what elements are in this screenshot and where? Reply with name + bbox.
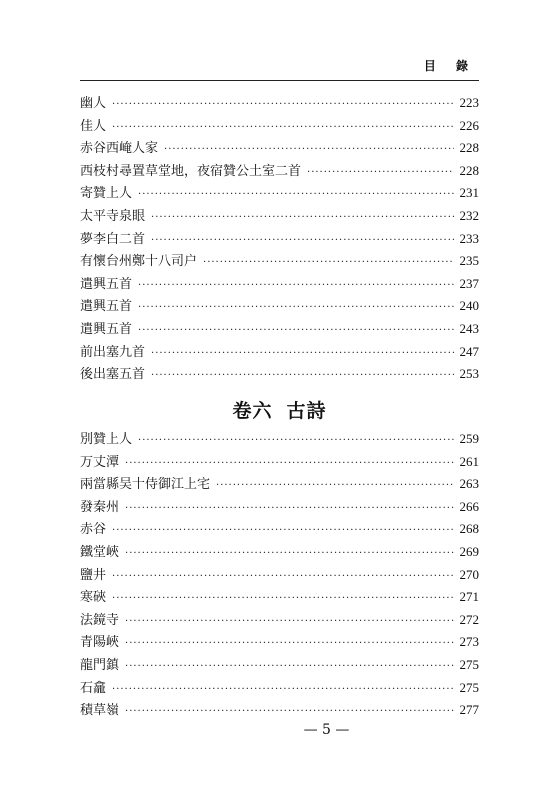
toc-entry-title: 寄贊上人 <box>80 186 133 202</box>
toc-entry <box>80 654 479 677</box>
toc-entry-page: 231 <box>459 185 479 201</box>
toc-entry <box>80 473 479 496</box>
toc-entry-page: 275 <box>459 679 479 695</box>
toc-entry-title: 鐵堂峽 <box>80 544 120 560</box>
toc-entry <box>80 92 479 115</box>
toc-entry-page: 261 <box>459 453 479 469</box>
dot-leader <box>125 611 453 634</box>
toc-entry <box>80 160 479 183</box>
toc-entry-page: 247 <box>459 343 479 359</box>
toc-entry <box>80 205 479 228</box>
dot-leader <box>125 701 453 724</box>
toc-entry <box>80 451 479 474</box>
dot-leader <box>125 633 453 656</box>
toc-entry-title: 赤谷西崦人家 <box>80 141 159 157</box>
toc-entry-title: 石龕 <box>80 680 107 696</box>
toc-entry-page: 273 <box>459 634 479 650</box>
dot-leader <box>112 117 453 140</box>
header-rule <box>80 80 479 81</box>
toc-entry-page: 275 <box>459 656 479 672</box>
toc-entry <box>80 496 479 519</box>
dot-leader <box>138 275 453 298</box>
toc-entry <box>80 609 479 632</box>
toc-entry-page: 226 <box>459 117 479 133</box>
toc-entry-page: 253 <box>459 366 479 382</box>
toc-entry-title: 太平寺泉眼 <box>80 208 146 224</box>
section-heading <box>0 396 559 423</box>
toc-entry-title: 万丈潭 <box>80 454 120 470</box>
dot-leader <box>125 453 453 476</box>
toc-list-part2 <box>80 428 479 722</box>
dot-leader <box>216 475 453 498</box>
toc-entry-title: 積草嶺 <box>80 703 120 719</box>
toc-entry-title: 龍門鎮 <box>80 657 120 673</box>
toc-entry-page: 271 <box>459 589 479 605</box>
toc-entry-page: 223 <box>459 95 479 110</box>
toc-entry-title: 西枝村尋置草堂地，夜宿贊公土室二首 <box>80 163 302 179</box>
toc-entry <box>80 428 479 451</box>
toc-entry <box>80 341 479 364</box>
dot-leader <box>203 252 453 275</box>
dot-leader <box>138 297 453 320</box>
toc-entry-title: 發秦州 <box>80 499 120 515</box>
toc-entry-page: 270 <box>459 566 479 582</box>
toc-entry-title: 幽人 <box>80 96 107 111</box>
section-genre: 古詩 <box>286 400 327 422</box>
toc-entry <box>80 250 479 273</box>
toc-entry-title: 遣興五首 <box>80 299 133 315</box>
toc-entry-title: 別贊上人 <box>80 432 133 447</box>
running-head: 目 錄 <box>423 59 476 73</box>
toc-entry-title: 青陽峽 <box>80 635 120 651</box>
toc-entry-page: 277 <box>459 702 479 718</box>
toc-entry <box>80 273 479 296</box>
dot-leader <box>112 679 453 702</box>
toc-entry-page: 272 <box>459 611 479 627</box>
dot-leader <box>151 365 453 388</box>
toc-entry <box>80 182 479 205</box>
dot-leader <box>151 343 453 366</box>
toc-entry-page: 235 <box>459 253 479 269</box>
toc-entry-title: 前出塞九首 <box>80 344 146 360</box>
toc-entry <box>80 586 479 609</box>
toc-entry <box>80 318 479 341</box>
toc-entry <box>80 228 479 251</box>
section-volume: 卷六 <box>232 400 273 422</box>
toc-entry-page: 269 <box>459 543 479 559</box>
toc-entry <box>80 137 479 160</box>
toc-entry-page: 232 <box>459 207 479 223</box>
dot-leader <box>151 230 453 253</box>
toc-entry-page: 266 <box>459 498 479 514</box>
dot-leader <box>138 320 453 343</box>
toc-entry-page: 268 <box>459 521 479 537</box>
toc-entry-page: 263 <box>459 476 479 492</box>
toc-entry-page: 228 <box>459 140 479 156</box>
toc-entry <box>80 541 479 564</box>
toc-list-part1 <box>80 92 479 386</box>
dot-leader <box>164 139 453 162</box>
toc-entry-title: 夢李白二首 <box>80 231 146 247</box>
toc-entry <box>80 564 479 587</box>
dot-leader <box>125 498 453 521</box>
dot-leader <box>307 162 453 185</box>
toc-entry-title: 寒硤 <box>80 590 107 606</box>
toc-entry <box>80 677 479 700</box>
toc-entry <box>80 363 479 386</box>
toc-entry <box>80 699 479 722</box>
toc-entry-page: 259 <box>459 431 479 446</box>
toc-entry-title: 法鏡寺 <box>80 612 120 628</box>
toc-entry-page: 240 <box>459 298 479 314</box>
toc-entry-title: 後出塞五首 <box>80 367 146 383</box>
toc-entry-page: 233 <box>459 230 479 246</box>
toc-entry <box>80 518 479 541</box>
dot-leader <box>112 588 453 611</box>
toc-entry <box>80 631 479 654</box>
toc-entry-title: 兩當縣吴十侍御江上宅 <box>80 477 211 493</box>
dot-leader <box>112 566 453 589</box>
toc-entry <box>80 115 479 138</box>
toc-entry-page: 243 <box>459 320 479 336</box>
toc-entry-title: 遣興五首 <box>80 321 133 337</box>
dot-leader <box>112 520 453 543</box>
dot-leader <box>125 656 453 679</box>
dot-leader <box>125 543 453 566</box>
dot-leader <box>138 430 453 453</box>
toc-entry-title: 鹽井 <box>80 567 107 583</box>
dot-leader <box>151 207 453 230</box>
dot-leader <box>138 184 453 207</box>
dot-leader <box>112 94 453 117</box>
toc-entry-title: 遣興五首 <box>80 276 133 292</box>
toc-entry-page: 228 <box>459 162 479 178</box>
toc-entry-title: 赤谷 <box>80 522 107 538</box>
toc-entry-page: 237 <box>459 275 479 291</box>
toc-entry-title: 佳人 <box>80 118 107 134</box>
toc-entry <box>80 295 479 318</box>
page-number: — 5 — <box>303 722 350 738</box>
toc-entry-title: 有懷台州鄭十八司户 <box>80 254 198 270</box>
